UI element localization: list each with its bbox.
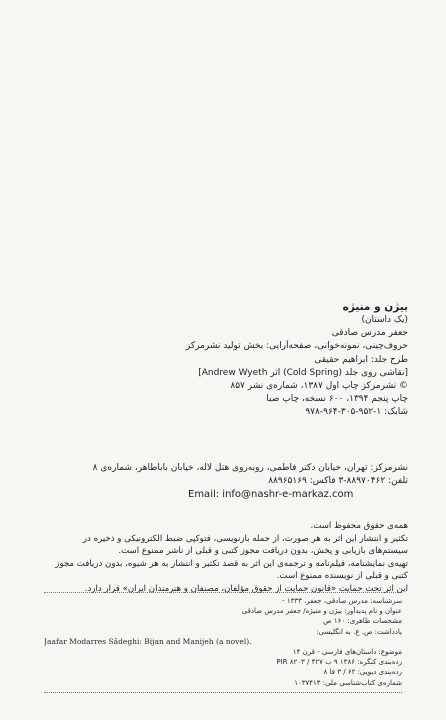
cip-note: یادداشت: ص. ع. به انگلیسی: bbox=[316, 627, 402, 636]
author-name: جعفر مدرس صادقی bbox=[331, 328, 408, 339]
cover-painting-credit: [نقاشی روی جلد (Cold Spring) اثر Andrew Wyeth] bbox=[198, 367, 408, 378]
cip-lc-classification: رده‌بندی کنگره: ۱۳۸۶ ۹ ب ۴۲۷ / ۸۲۰۳ PIR bbox=[276, 658, 402, 667]
typesetting-credit: حروف‌چینی، نمونه‌خوانی، صفحه‌آرایی: بخش تولید نشرمرکز bbox=[185, 341, 408, 352]
cip-main-entry: سرشناسه: مدرس صادقی، جعفر، ۱۳۳۳ - bbox=[282, 597, 402, 605]
book-subtitle: (یک داستان) bbox=[361, 315, 408, 325]
cataloging-block bbox=[44, 596, 402, 688]
rights-paragraph-3: این اثر تحت حمایت «قانون حمایت از حقوق مؤلفان، مصنفان و هنرمندان ایران» قرار دارد. bbox=[84, 583, 408, 594]
cip-latin-title: Jaafar Modarres Sâdeghi: Bijan and Manijeh (a novel). bbox=[44, 636, 252, 646]
credits-block bbox=[38, 300, 408, 420]
rights-paragraph-2-line-2: کتبی و قبلی از نویسنده ممنوع است. bbox=[276, 571, 408, 582]
copyright-line: © نشرمرکز چاپ اول ۱۳۸۷، شماره‌ی نشر ۸۵۷ bbox=[230, 381, 408, 392]
rights-paragraph-1-line-2: سیستم‌های بازیابی و پخش، بدون دریافت مجوز کتبی و قبلی از ناشر ممنوع است. bbox=[118, 546, 408, 557]
publisher-address: نشرمرکز: تهران، خیابان دکتر فاطمی، روبه‌روی هتل لاله، خیابان باباطاهر، شماره‌ی ۸ bbox=[92, 463, 408, 473]
publisher-block bbox=[38, 462, 408, 502]
cip-dewey-classification: رده‌بندی دیویی: ۶۲ / ۳ فا ۸ bbox=[323, 668, 402, 677]
cip-top-rule bbox=[44, 592, 402, 593]
cip-bottom-rule bbox=[44, 692, 402, 693]
rights-block bbox=[38, 520, 408, 596]
cip-subject: موضوع: داستان‌های فارسی - قرن ۱۴ bbox=[292, 648, 402, 657]
cip-physical-description: مشخصات ظاهری: ۱۶۰ ص bbox=[323, 617, 402, 626]
rights-heading: همه‌ی حقوق محفوظ است. bbox=[310, 521, 408, 531]
book-title: بیژن و منیژه bbox=[342, 301, 408, 313]
cover-design-credit: طرح جلد: ابراهیم حقیقی bbox=[314, 354, 408, 365]
rights-paragraph-1-line-1: تکثیر و انتشار این اثر به هر صورت، از جمله بازنویسی، فتوکپی ضبط الکترونیکی و ذخیره در bbox=[82, 533, 408, 544]
edition-line: چاپ پنجم ۱۳۹۴، ۶۰۰ نسخه، چاپ صبا bbox=[266, 394, 408, 405]
cip-title-statement: عنوان و نام پدیدآور: بیژن و منیژه/ جعفر مدرس صادقی bbox=[241, 607, 402, 616]
rights-paragraph-2-line-1: تهیه‌ی نمایشنامه، فیلم‌نامه و ترجمه‌ی این اثر به قصد تکثیر و انتشار به هر شیوه، بدون دریافت مجوز bbox=[55, 558, 408, 569]
isbn-line: شابک: ۱-۹۵۲-۳۰۵-۹۶۴-۹۷۸ bbox=[305, 407, 408, 418]
publisher-phone: تلفن: ۸۸۹۷۰۴۶۲-۳ فاکس: ۸۸۹۶۵۱۶۹ bbox=[268, 475, 408, 486]
publisher-email: Email: info@nashr-e-markaz.com bbox=[188, 488, 354, 500]
cip-national-bibliography-number: شماره‌ی کتاب‌شناسی ملی: ۱۰۳۷۴۱۴ bbox=[294, 678, 402, 687]
